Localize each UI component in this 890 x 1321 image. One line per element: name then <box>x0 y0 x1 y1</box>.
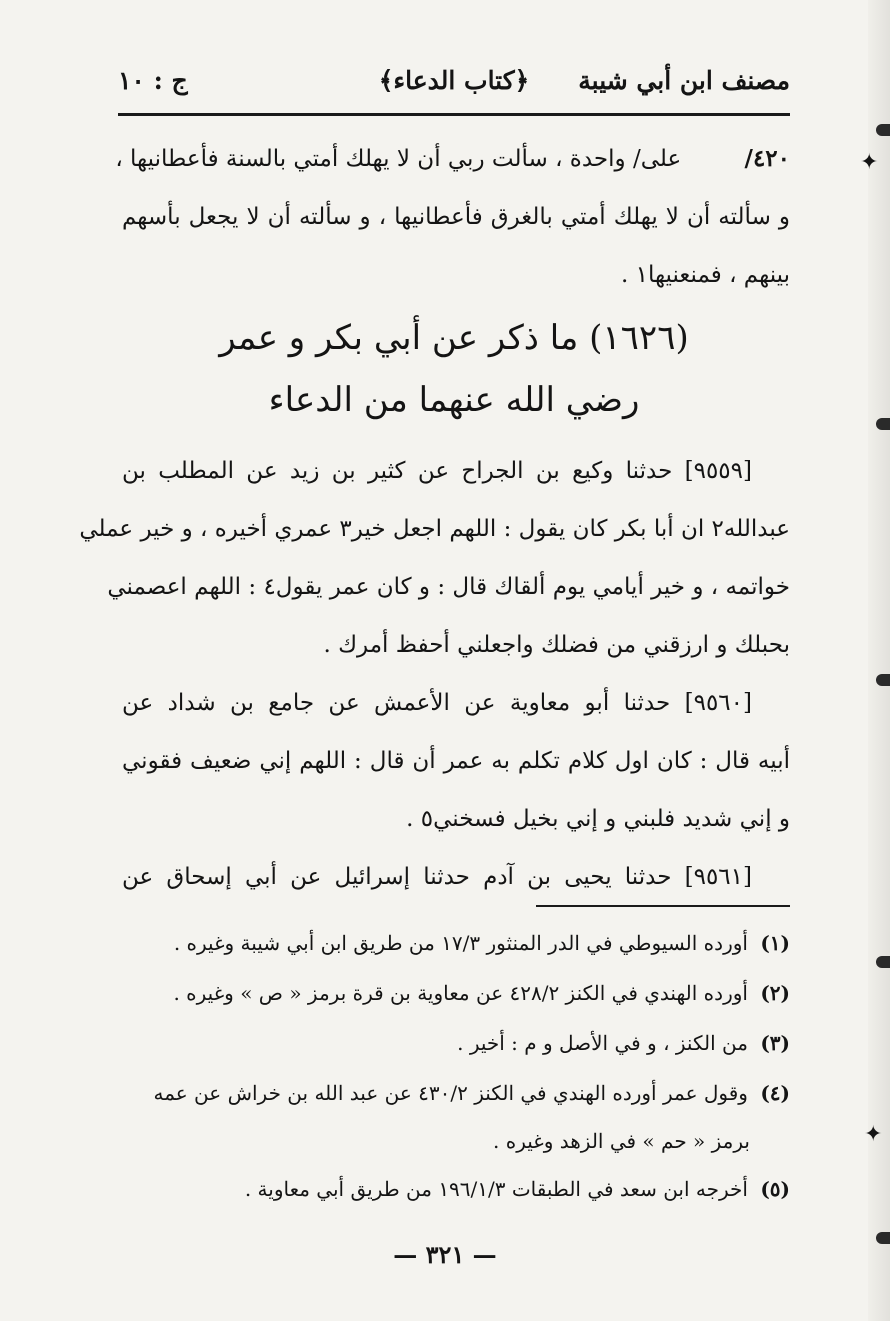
chapter-heading: (١٦٢٦) ما ذكر عن أبي بكر و عمر <box>219 318 689 358</box>
header-divider <box>118 113 790 116</box>
text-line: [٩٥٥٩] حدثنا وكيع بن الجراح عن كثير بن زيد عن المطلب بن <box>122 458 752 484</box>
footnotes <box>128 918 790 1214</box>
footnote: (٥) أخرجه ابن سعد في الطبقات ١٩٦/١/٣ من طريق أبي معاوية . <box>244 1177 790 1201</box>
running-header <box>118 60 790 104</box>
book-title: مصنف ابن أبي شيبة <box>578 66 790 95</box>
margin-arrow-icon: ✦ <box>864 1122 883 1147</box>
page-number: — ٣٢١ — <box>393 1240 497 1269</box>
section-title: ﴿كتاب الدعاء﴾ <box>378 66 530 95</box>
volume-number: ج : ١٠ <box>118 66 188 95</box>
page-reference: ٤٢٠/ <box>744 145 790 172</box>
footnote: (٤) وقول عمر أورده الهندي في الكنز ٤٣٠/٢ عن عبد الله بن خراش عن عمه <box>153 1081 790 1105</box>
text-line: أبيه قال : كان اول كلام تكلم به عمر أن قال : اللهم إني ضعيف فقوني <box>122 748 790 774</box>
text-line: [٩٥٦١] حدثنا يحيى بن آدم حدثنا إسرائيل عن أبي إسحاق عن <box>122 864 752 890</box>
text-line: بينهم ، فمنعنيها١ . <box>620 262 790 288</box>
chapter-heading-subtitle: رضي الله عنهما من الدعاء <box>268 380 640 420</box>
text-line: [٩٥٦٠] حدثنا أبو معاوية عن الأعمش عن جامع بن شداد عن <box>122 690 752 716</box>
text-line: عبدالله٢ ان أبا بكر كان يقول : اللهم اجعل خير٣ عمري أخيره ، و خير عملي <box>79 516 790 542</box>
edge-mark <box>876 674 890 686</box>
footnote: (٣) من الكنز ، و في الأصل و م : أخير . <box>457 1031 790 1055</box>
margin-arrow-icon: ✦ <box>860 150 879 175</box>
edge-mark <box>876 124 890 136</box>
text-line: بحبلك و ارزقني من فضلك واجعلني أحفظ أمرك . <box>323 632 790 658</box>
intro-text <box>115 130 790 304</box>
hadith-text <box>79 442 790 906</box>
footnote-divider <box>536 905 790 907</box>
text-line: و إني شديد فلبني و إني بخيل فسخني٥ . <box>406 806 790 832</box>
footnote: (١) أورده السيوطي في الدر المنثور ١٧/٣ من طريق ابن أبي شيبة وغيره . <box>173 931 790 955</box>
text-line: ٤٢٠/ على/ واحدة ، سألت ربي أن لا يهلك أمتي بالسنة فأعطانيها ، <box>115 145 790 172</box>
footnote: (٢) أورده الهندي في الكنز ٤٢٨/٢ عن معاوية بن قرة برمز « ص » وغيره . <box>173 981 790 1005</box>
footnote-continuation: برمز « حم » في الزهد وغيره . <box>493 1129 750 1153</box>
edge-mark <box>876 418 890 430</box>
text-line: خواتمه ، و خير أيامي يوم ألقاك قال : و كان عمر يقول٤ : اللهم اعصمني <box>107 574 790 600</box>
edge-mark <box>876 956 890 968</box>
text-line: و سألته أن لا يهلك أمتي بالغرق فأعطانيها ، و سألته أن لا يجعل بأسهم <box>122 204 790 230</box>
